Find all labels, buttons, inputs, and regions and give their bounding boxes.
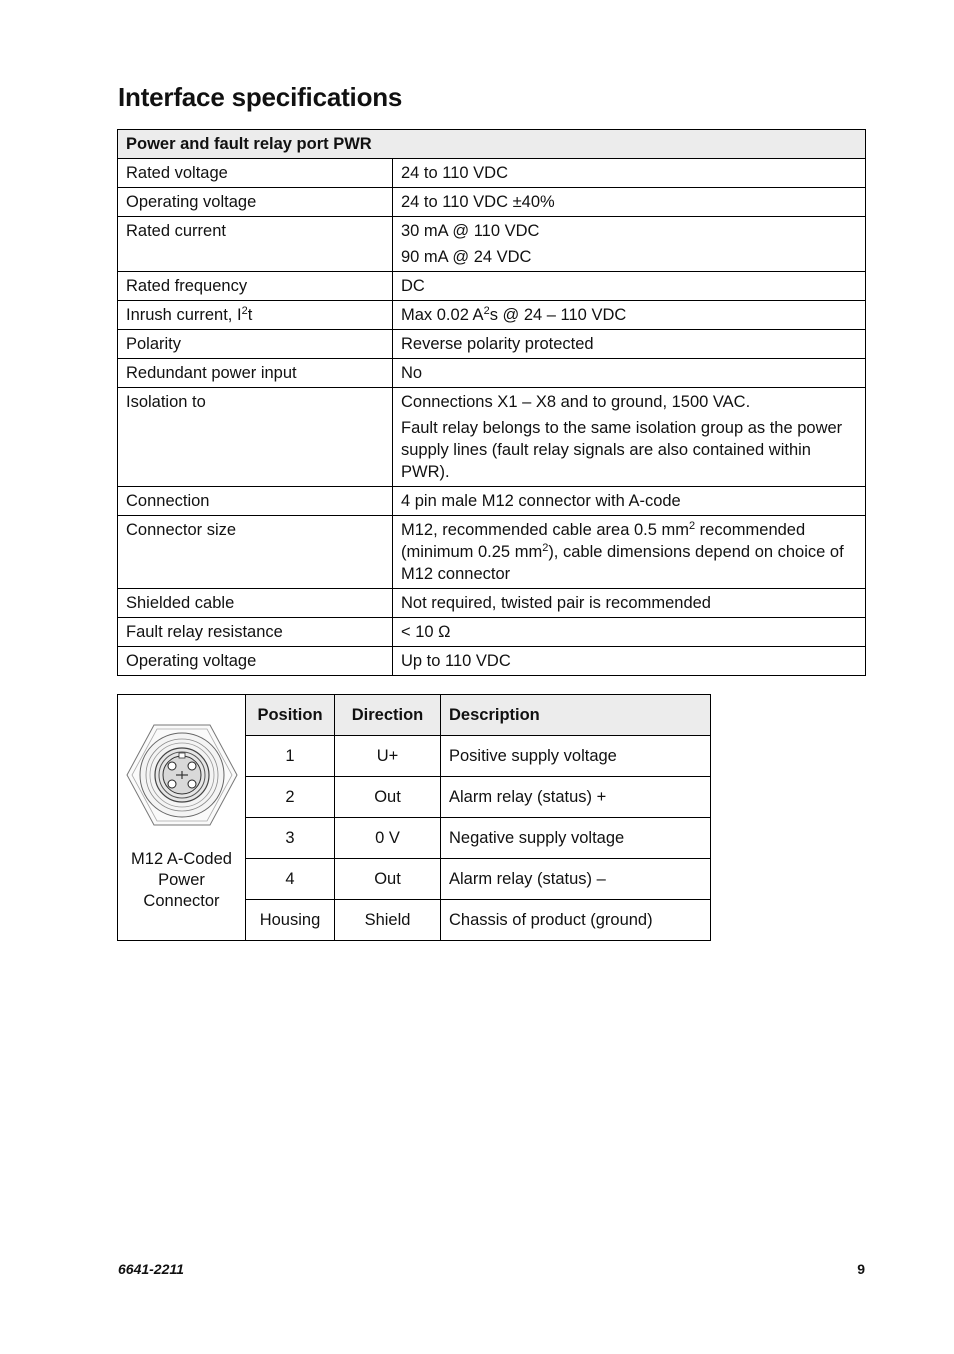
pin-direction: U+	[335, 736, 441, 777]
spec-value: 30 mA @ 110 VDC 90 mA @ 24 VDC	[393, 217, 866, 272]
spec-label: Operating voltage	[118, 647, 393, 676]
column-header-position: Position	[246, 695, 335, 736]
table-row	[118, 272, 866, 301]
m12-connector-icon	[126, 723, 238, 827]
spec-label: Fault relay resistance	[118, 618, 393, 647]
spec-value: Connections X1 – X8 and to ground, 1500 VAC. Fault relay belongs to the same isolation group as the power supply lines (fault relay signals are also contained within PWR).	[393, 388, 866, 487]
pin-position: 2	[246, 777, 335, 818]
table-row	[118, 217, 866, 272]
pin-assignment-table	[117, 694, 711, 941]
document-number: 6641-2211	[118, 1261, 184, 1277]
pin-position: 1	[246, 736, 335, 777]
pin-description: Positive supply voltage	[441, 736, 711, 777]
spec-label: Polarity	[118, 330, 393, 359]
table-header-row	[118, 130, 866, 159]
table-row	[118, 618, 866, 647]
pin-direction: 0 V	[335, 818, 441, 859]
table-row	[118, 487, 866, 516]
table-row	[118, 647, 866, 676]
page-title: Interface specifications	[118, 82, 403, 112]
spec-label: Rated current	[118, 217, 393, 272]
spec-label: Inrush current, $I^2t$	[118, 301, 393, 330]
spec-value: < 10 Ω	[393, 618, 866, 647]
table-header: Power and fault relay port PWR	[118, 130, 866, 159]
spec-label: Operating voltage	[118, 188, 393, 217]
table-row	[118, 159, 866, 188]
spec-value: 24 to 110 VDC	[393, 159, 866, 188]
spec-label: Connection	[118, 487, 393, 516]
pin-position: 3	[246, 818, 335, 859]
spec-value: DC	[393, 272, 866, 301]
spec-value: 4 pin male M12 connector with A-code	[393, 487, 866, 516]
spec-value: M12, recommended cable area 0.5 $mm^2$ recommended (minimum 0.25 $mm^2$), cable dimensions depend on choice of M12 connector	[393, 516, 866, 589]
spec-label: Rated frequency	[118, 272, 393, 301]
table-row	[118, 301, 866, 330]
pin-direction: Out	[335, 859, 441, 900]
connector-cell	[118, 695, 246, 941]
pin-description: Alarm relay (status) –	[441, 859, 711, 900]
spec-label: Rated voltage	[118, 159, 393, 188]
connector-caption: M12 A-Coded Power Connector	[131, 850, 232, 910]
pin-direction: Out	[335, 777, 441, 818]
column-header-description: Description	[441, 695, 711, 736]
column-header-direction: Direction	[335, 695, 441, 736]
pin-description: Alarm relay (status) +	[441, 777, 711, 818]
spec-label: Connector size	[118, 516, 393, 589]
pin-description: Negative supply voltage	[441, 818, 711, 859]
table-row	[118, 516, 866, 589]
spec-value: Max 0.02 $A^2s$ @ 24 – 110 VDC	[393, 301, 866, 330]
table-row	[118, 359, 866, 388]
spec-value: No	[393, 359, 866, 388]
spec-value: Reverse polarity protected	[393, 330, 866, 359]
table-row	[118, 330, 866, 359]
table-row	[118, 188, 866, 217]
table-row	[118, 589, 866, 618]
spec-value: Up to 110 VDC	[393, 647, 866, 676]
table-header-row	[118, 695, 711, 736]
pin-description: Chassis of product (ground)	[441, 900, 711, 941]
spec-label: Redundant power input	[118, 359, 393, 388]
pin-position: 4	[246, 859, 335, 900]
spec-value: 24 to 110 VDC ±40%	[393, 188, 866, 217]
spec-value: Not required, twisted pair is recommended	[393, 589, 866, 618]
page-number: 9	[857, 1261, 865, 1277]
power-spec-table	[117, 129, 866, 676]
spec-label: Shielded cable	[118, 589, 393, 618]
pin-direction: Shield	[335, 900, 441, 941]
table-row	[118, 388, 866, 487]
spec-label: Isolation to	[118, 388, 393, 487]
pin-position: Housing	[246, 900, 335, 941]
